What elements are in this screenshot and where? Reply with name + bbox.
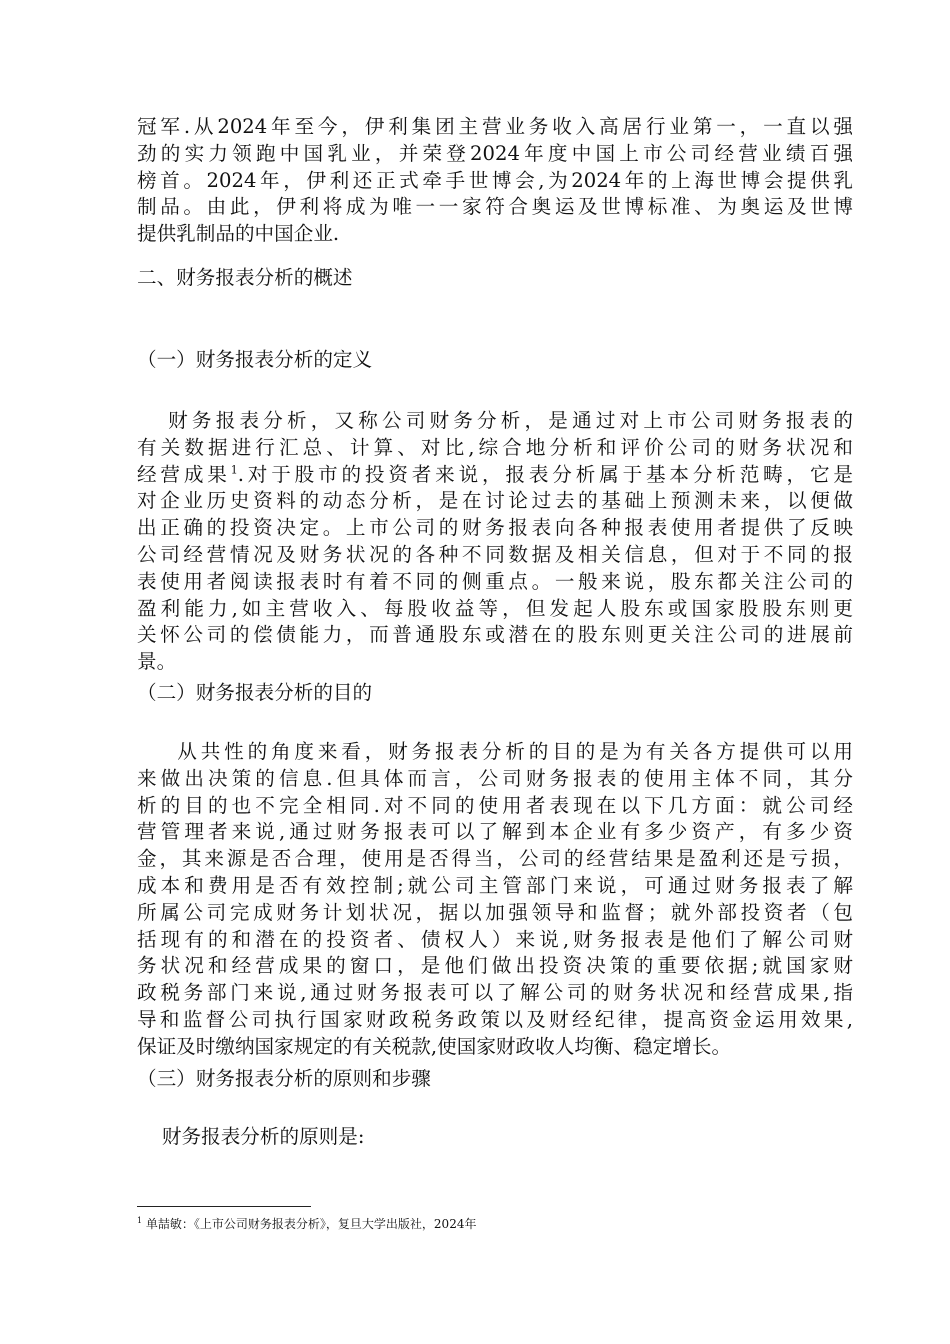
paragraph-line: 从共性的角度来看，财务报表分析的目的是为有关各方提供可以用 (137, 740, 853, 763)
intro-paragraph (137, 114, 853, 248)
paragraph-line: 成本和费用是否有效控制;就公司主管部门来说，可通过财务报表了解 (137, 873, 853, 897)
paragraph-line: 对企业历史资料的动态分析，是在讨论过去的基础上预测未来，以便做 (137, 489, 853, 513)
paragraph-line: 公司经营情况及财务状况的各种不同数据及相关信息，但对于不同的报 (137, 542, 853, 566)
paragraph-line: 括现有的和潜在的投资者、债权人）来说,财务报表是他们了解公司财 (137, 927, 853, 951)
definition-paragraph (137, 408, 853, 676)
purpose-paragraph (137, 739, 853, 1061)
paragraph-line: 景。 (137, 650, 177, 674)
principles-paragraph (137, 1124, 853, 1151)
paragraph-line: 务状况和经营成果的窗口，是他们做出投资决策的重要依据;就国家财 (137, 954, 853, 978)
paragraph-line: 财务报表分析，又称公司财务分析，是通过对上市公司财务报表的 (137, 409, 853, 432)
section-heading: 二、财务报表分析的概述 (137, 266, 353, 289)
subsection-heading-principles: （三）财务报表分析的原则和步骤 (137, 1067, 431, 1090)
paragraph-line: 金，其来源是否合理，使用是否得当，公司的经营结果是盈利还是亏损， (137, 847, 853, 871)
paragraph-line: 提供乳制品的中国企业. (137, 222, 340, 246)
paragraph-line: 榜首。2024年，伊利还正式牵手世博会,为2024年的上海世博会提供乳 (137, 168, 853, 192)
paragraph-line: 保证及时缴纳国家规定的有关税款,使国家财政收人均衡、稳定增长。 (137, 1034, 732, 1058)
text-run: 经营成果 (137, 462, 231, 486)
paragraph-line: 盈利能力,如主营收入、每股收益等，但发起人股东或国家股股东则更 (137, 596, 853, 620)
paragraph-line: 营管理者来说,通过财务报表可以了解到本企业有多少资产，有多少资 (137, 820, 853, 844)
footnote-text: 单喆敏：《上市公司财务报表分析》，复旦大学出版社，2024年 (145, 1217, 477, 1231)
paragraph-line: 关怀公司的偿债能力，而普通股东或潜在的股东则更关注公司的进展前 (137, 623, 853, 647)
footnote-separator (137, 1206, 311, 1207)
paragraph-line: 导和监督公司执行国家财政税务政策以及财经纪律，提高资金运用效果, (137, 1007, 853, 1031)
paragraph-line: 制品。由此，伊利将成为唯一一家符合奥运及世博标准、为奥运及世博 (137, 195, 853, 219)
subsection-heading-purpose: （二）财务报表分析的目的 (137, 681, 373, 704)
footnote-reference: 1 (230, 463, 238, 477)
paragraph-line: 来做出决策的信息.但具体而言，公司财务报表的使用主体不同，其分 (137, 766, 853, 790)
paragraph-line: 冠军.从2024年至今，伊利集团主营业务收入高居行业第一，一直以强 (137, 115, 853, 138)
footnote-marker: 1 (137, 1216, 143, 1225)
paragraph-line: 出正确的投资决定。上市公司的财务报表向各种报表使用者提供了反映 (137, 516, 853, 540)
paragraph-line: 表使用者阅读报表时有着不同的侧重点。一般来说，股东都关注公司的 (137, 569, 853, 593)
paragraph-line: 所属公司完成财务计划状况，据以加强领导和监督；就外部投资者（包 (137, 900, 853, 924)
subsection-heading-definition: （一）财务报表分析的定义 (137, 348, 373, 371)
paragraph-line: 析的目的也不完全相同.对不同的使用者表现在以下几方面：就公司经 (137, 793, 853, 817)
paragraph-line: 有关数据进行汇总、计算、对比,综合地分析和评价公司的财务状况和 (137, 435, 853, 459)
footnote (137, 1213, 476, 1232)
text-run: .对于股市的投资者来说，报表分析属于基本分析范畴，它是 (237, 462, 853, 486)
paragraph-line: 劲的实力领跑中国乳业，并荣登2024年度中国上市公司经营业绩百强 (137, 141, 853, 165)
paragraph-line (137, 462, 853, 489)
paragraph-line: 财务报表分析的原则是: (137, 1125, 365, 1148)
paragraph-line: 政税务部门来说,通过财务报表可以了解公司的财务状况和经营成果,指 (137, 981, 853, 1005)
